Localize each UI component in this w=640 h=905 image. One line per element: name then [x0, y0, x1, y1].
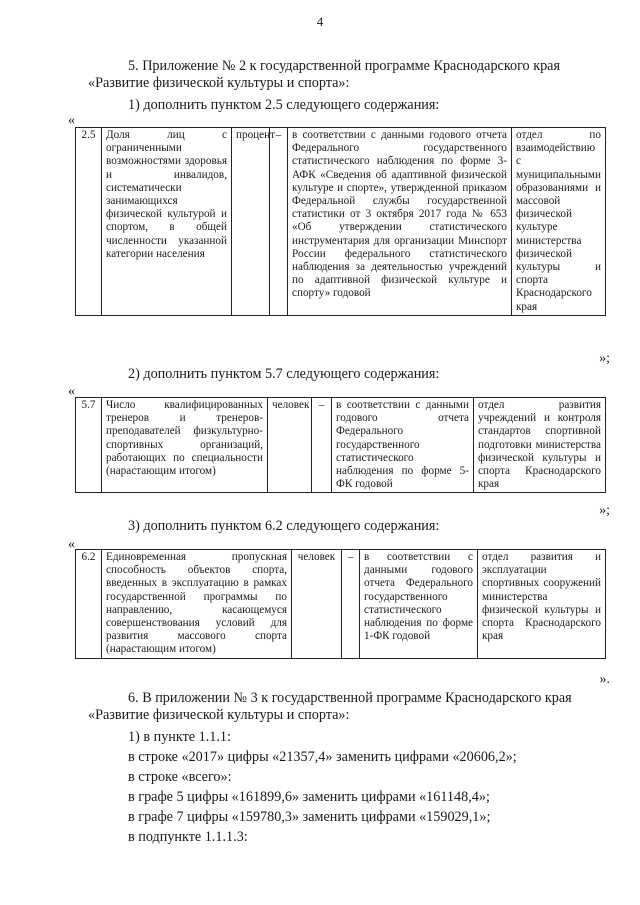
indicator-name: Доля лиц с ограниченными возможностями здоровья и инвалидов, систематически занимающихся физической культурой и спортом, в общей численности указанной категории населения	[102, 128, 232, 316]
item-number: 6.2	[76, 550, 102, 659]
section-6-line: в графе 5 цифры «161899,6» заменить цифрами «161148,4»;	[128, 789, 490, 805]
section-6-line: 1) в пункте 1.1.1:	[128, 729, 231, 745]
dash: –	[342, 550, 360, 659]
unit: человек	[268, 398, 312, 493]
dash: –	[312, 398, 332, 493]
section-5-item-2: 2) дополнить пунктом 5.7 следующего содержания:	[128, 366, 440, 382]
page-number: 4	[316, 14, 324, 29]
unit: человек	[292, 550, 342, 659]
responsible-body: отдел развития и эксплуатации спортивных сооружений министерства физической культуры и спорта Краснодарского края	[478, 550, 606, 659]
section-6-intro: 6. В приложении № 3 к государственной программе Краснодарского края «Развитие физической культуры и спорта»:	[88, 690, 572, 723]
responsible-body: отдел по взаимодействию с муниципальными образованиями и массовой физической культуре министерства физической культуры и спорта Краснодарского края	[512, 128, 606, 316]
table-item-5-7	[75, 397, 606, 493]
data-source: в соответствии с данными годового отчета Федерального государственного статистического наблюдения по форме 1-ФК годовой	[360, 550, 478, 659]
open-quote: «	[68, 537, 75, 552]
open-quote: «	[68, 384, 75, 399]
unit: процент	[232, 128, 270, 316]
data-source: в соответствии с данными годового отчета Федерального государственного статистического наблюдения по форме 3-АФК «Сведения об адаптивной физической культуре и спорте», утвержденной приказом Федеральной службы государственной статистики от 3 октября 2017 года № 653 «Об утверждении статистического инструментария для организации Минспорт России федерального статистического наблюдения за деятельностью учреждений по адаптивной физической культуре и спорту» годовой	[288, 128, 512, 316]
item-number: 2.5	[76, 128, 102, 316]
table-item-6-2	[75, 549, 606, 659]
section-6-line: в графе 7 цифры «159780,3» заменить цифрами «159029,1»;	[128, 809, 491, 825]
table-row	[76, 128, 606, 316]
responsible-body: отдел развития учреждений и контроля стандартов спортивной подготовки министерства физической культуры и спорта Краснодарского края	[474, 398, 606, 493]
section-6-line: в строке «всего»:	[128, 769, 232, 785]
close-quote-semicolon: »;	[599, 503, 610, 518]
section-5-item-1: 1) дополнить пунктом 2.5 следующего содержания:	[128, 97, 440, 113]
section-6-line: в подпункте 1.1.1.3:	[128, 829, 248, 845]
table-item-2-5	[75, 127, 606, 316]
close-quote-period: ».	[599, 672, 610, 687]
indicator-name: Число квалифицированных тренеров и тренеров-преподавателей физкультурно-спортивных организаций, работающих по специальности (нарастающим итогом)	[102, 398, 268, 493]
close-quote-semicolon: »;	[599, 351, 610, 366]
open-quote: «	[68, 113, 75, 128]
table-row	[76, 550, 606, 659]
section-5-intro: 5. Приложение № 2 к государственной программе Краснодарского края «Развитие физической культуры и спорта»:	[88, 58, 561, 91]
data-source: в соответствии с данными годового отчета Федерального государственного статистического наблюдения по форме 5-ФК годовой	[332, 398, 474, 493]
section-5-item-3: 3) дополнить пунктом 6.2 следующего содержания:	[128, 518, 440, 534]
dash: –	[270, 128, 288, 316]
item-number: 5.7	[76, 398, 102, 493]
section-6-line: в строке «2017» цифры «21357,4» заменить цифрами «20606,2»;	[128, 749, 517, 765]
indicator-name: Единовременная пропускная способность объектов спорта, введенных в эксплуатацию в рамках государственной программы по направлению, касающемуся совершенствования условий для развития массового спорта (нарастающим итогом)	[102, 550, 292, 659]
table-row	[76, 398, 606, 493]
